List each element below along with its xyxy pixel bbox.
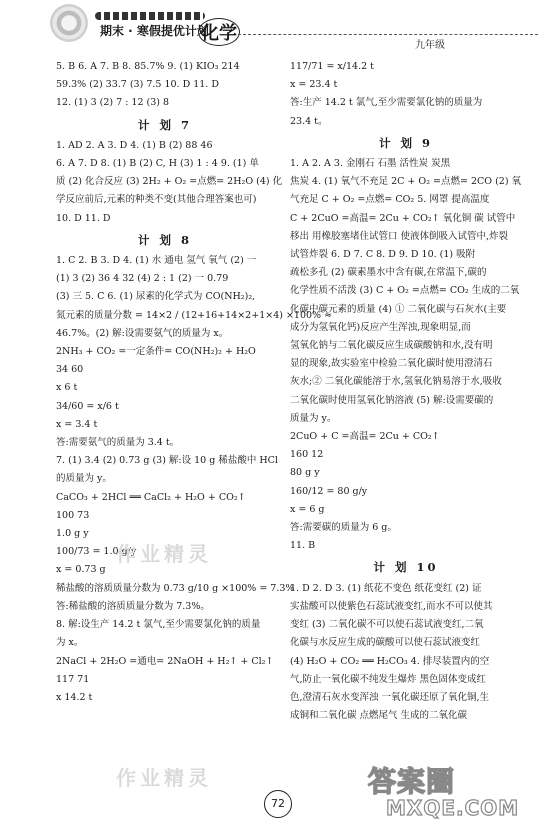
answer-line: 二氧化碳时使用氢氧化钠溶液 (5) 解:设需要碳的 [290,394,494,406]
answer-line: 8. 解:设生产 14.2 t 氯气,至少需要氯化钠的质量 [56,619,261,631]
answer-line: 160/12 = 80 g/y [290,485,368,497]
answer-line: 质 (2) 化合反应 (3) 2H₂ + O₂ =点燃= 2H₂O (4) 化 [56,176,283,188]
answer-line: 疏松多孔 (2) 碳素墨水中含有碳,在常温下,碳的 [290,267,487,279]
answer-line: 显的现象,故实验室中检验二氧化碳时使用澄清石 [290,358,493,370]
section-heading: 计 划 8 [137,232,192,247]
answer-line: 46.7%。(2) 解:设需要氨气的质量为 x。 [56,327,229,339]
answer-line: 焦炭 4. (1) 氧气不充足 2C + O₂ =点燃= 2CO (2) 氧 [290,176,522,188]
answer-line: 7. (1) 3.4 (2) 0.73 g (3) 解:设 10 g 稀盐酸中 HCl [56,455,278,467]
answer-line: 变红 (3) 二氧化碳不可以使石蕊试液变红,二氧 [290,619,484,631]
answer-line: (4) H₂O + CO₂ ══ H₂CO₃ 4. 排尽装置内的空 [290,655,490,667]
answer-line: 的质量为 y。 [56,473,112,485]
decorative-dots [95,12,205,20]
answer-line: 稀盐酸的溶质质量分数为 0.73 g/10 g ×100% = 7.3% [56,582,295,594]
answer-line: 答:生产 14.2 t 氯气,至少需要氯化钠的质量为 [290,97,483,109]
grade-label: 九年级 [415,40,445,51]
answer-line: x = 0.73 g [56,564,106,576]
answer-line: 化学性质不活泼 (3) C + O₂ =点燃= CO₂ 生成的二氧 [290,285,520,297]
answer-line: 11. B [290,540,316,552]
answer-line: 答:需要氨气的质量为 3.4 t。 [56,437,180,449]
watermark-text: 作业精灵 [116,766,212,790]
answer-line: CaCO₃ + 2HCl ══ CaCl₂ + H₂O + CO₂↑ [56,491,246,503]
answer-line: 实盐酸可以使紫色石蕊试液变红,而水不可以使其 [290,600,493,612]
answer-line: 氮元素的质量分数 = 14×2 / (12+16+14×2+1×4) ×100% ≈ [56,309,333,321]
answer-line: 160 12 [290,449,324,461]
answer-line: 34/60 = x/6 t [56,400,119,412]
answer-line: 质量为 y。 [290,412,337,424]
answer-line: 为 x。 [56,637,84,649]
answer-line: 气,防止一氧化碳不纯发生爆炸 黑色固体变成红 [290,673,487,685]
site-logo-url: MXQE.COM [386,796,520,820]
answer-line: 100/73 = 1.0 g/y [56,546,137,558]
answer-line: 2NaCl + 2H₂O =通电= 2NaOH + H₂↑ + Cl₂↑ [56,655,274,667]
right-answer-column [290,58,522,725]
flower-icon [50,4,88,42]
answer-line: 23.4 t。 [290,115,328,127]
answer-line: 成分为氢氧化钙)反应产生浑浊,现象明显,而 [290,321,471,333]
section-heading: 计 划 7 [137,117,192,132]
answer-line: 试管炸裂 6. D 7. C 8. D 9. D 10. (1) 吸附 [290,249,476,261]
answer-line: x = 6 g [290,503,325,515]
page-header [0,0,548,52]
answer-line: 学反应前后,元素的种类不变(其他合理答案也可) [56,194,257,206]
header-title: 期末 · 寒假提优计划 [100,24,209,38]
answer-line: 100 73 [56,509,90,521]
answer-line: 1. D 2. D 3. (1) 纸花不变色 纸花变红 (2) 证 [290,582,482,594]
answer-line: 1. A 2. A 3. 金刚石 石墨 活性炭 炭黑 [290,158,451,170]
section-heading: 计 划 10 [373,560,439,575]
answer-line: 氢氧化钠与二氧化碳反应生成碳酸钠和水,没有明 [290,340,493,352]
answer-line: 1. C 2. B 3. D 4. (1) 水 通电 氢气 氧气 (2) 一 [56,255,257,267]
answer-line: 1.0 g y [56,528,89,540]
section-heading: 计 划 9 [378,135,433,150]
answer-line: x = 3.4 t [56,418,98,430]
answer-line: 80 g y [290,467,320,479]
answer-line: 答:稀盐酸的溶质质量分数为 7.3%。 [56,600,210,612]
answer-line: 59.3% (2) 33.7 (3) 7.5 10. D 11. D [56,79,219,91]
answer-line: (1) 3 (2) 36 4 32 (4) 2 : 1 (2) 一 0.79 [56,273,229,285]
answer-line: 成铜和二氧化碳 点燃尾气 生成的二氧化碳 [290,710,468,722]
answer-line: 6. A 7. D 8. (1) B (2) C, H (3) 1 : 4 9. (1) 单 [56,158,259,170]
answer-line: 灰水;② 二氧化碳能溶于水,氢氧化钠易溶于水,吸收 [290,376,502,388]
answer-line: 117 71 [56,673,90,685]
answer-line: 色,澄清石灰水变浑浊 一氧化碳还原了氧化铜,生 [290,691,490,703]
answer-line: 气充足 C + O₂ =点燃= CO₂ 5. 网罩 提高温度 [290,194,490,206]
answer-line: x = 23.4 t [290,79,338,91]
site-logo: 答案圈 [368,765,456,798]
answer-line: 10. D 11. D [56,212,111,224]
answer-line: 34 60 [56,364,84,376]
page-number: 72 [264,790,292,818]
answer-line: x 14.2 t [56,691,93,703]
subject-label: 化学 [198,18,240,46]
answer-line: 1. AD 2. A 3. D 4. (1) B (2) 88 46 [56,139,213,151]
answer-line: 移出 用橡胶塞堵住试管口 使液体倒吸入试管中,炸裂 [290,230,509,242]
answer-line: 化碳中碳元素的质量 (4) ① 二氧化碳与石灰水(主要 [290,303,507,315]
answer-line: 答:需要碳的质量为 6 g。 [290,522,397,534]
answer-line: 12. (1) 3 (2) 7 : 12 (3) 8 [56,97,170,109]
header-divider [238,34,538,35]
answer-line: 2CuO + C =高温= 2Cu + CO₂↑ [290,431,440,443]
answer-line: 117/71 = x/14.2 t [290,61,374,72]
answer-line: C + 2CuO =高温= 2Cu + CO₂↑ 氧化铜 碳 试管中 [290,212,516,224]
watermark-text: 作业精灵 [116,542,212,566]
answer-line: x 6 t [56,382,78,394]
answer-line: 5. B 6. A 7. B 8. 85.7% 9. (1) KIO₃ 214 [56,61,240,72]
answer-line: 化碳与水反应生成的碳酸可以使石蕊试液变红 [290,637,481,649]
answer-line: (3) 三 5. C 6. (1) 尿素的化学式为 CO(NH₂)₂, [56,291,256,303]
answer-line: 2NH₃ + CO₂ =一定条件= CO(NH₂)₂ + H₂O [56,346,256,358]
subject-badge [198,18,240,46]
